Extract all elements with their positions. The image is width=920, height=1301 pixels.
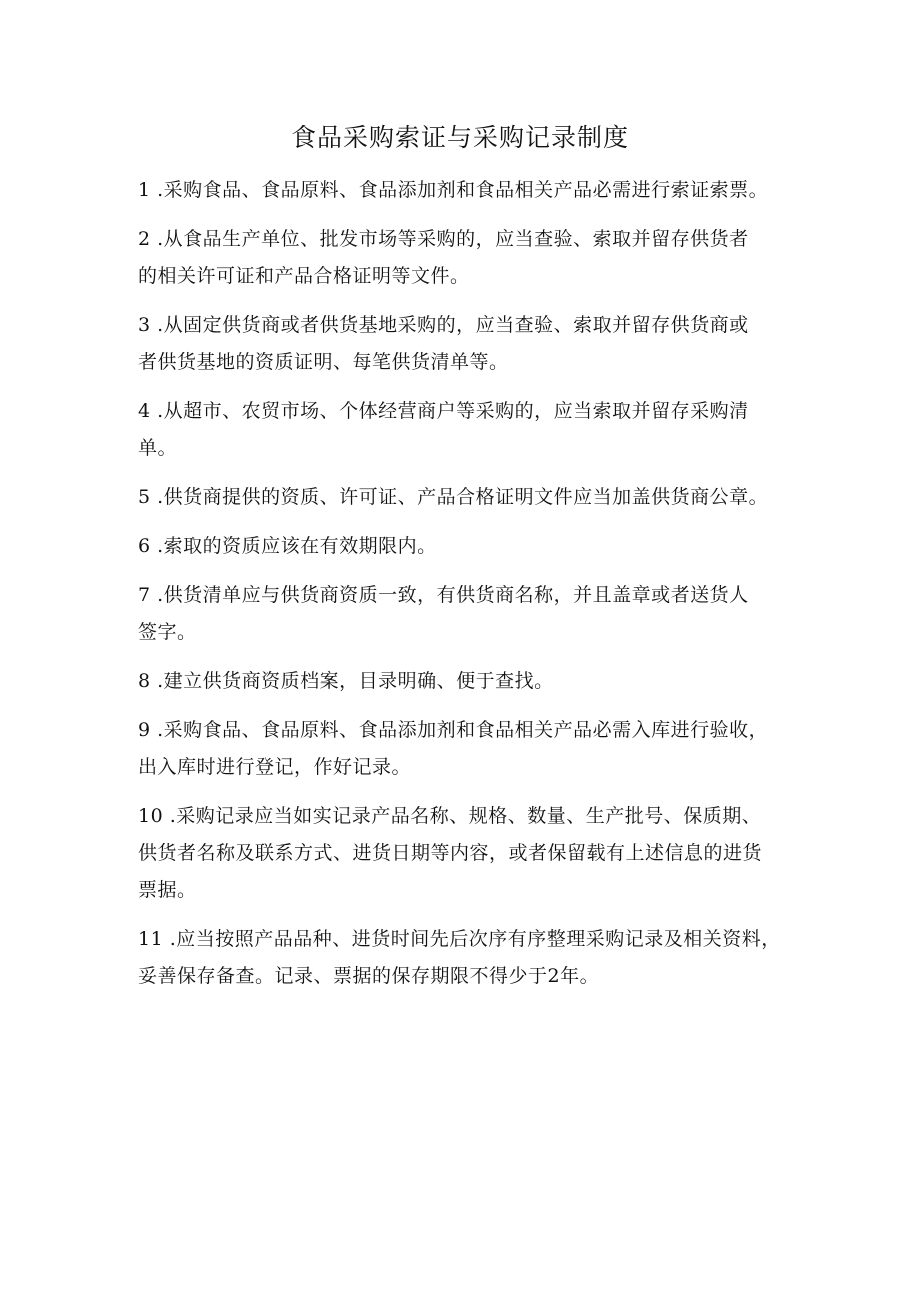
rule-line: 妥善保存备查。记录、票据的保存期限不得少于2年。	[138, 965, 600, 987]
rule-item-9	[138, 712, 798, 786]
rule-item-10	[138, 798, 798, 909]
rule-line: 出入库时进行登记，作好记录。	[138, 756, 412, 778]
rule-item-4	[138, 393, 798, 467]
rule-line: 3 .从固定供货商或者供货基地采购的，应当查验、索取并留存供货商或	[138, 314, 749, 336]
rule-line: 供货者名称及联系方式、进货日期等内容，或者保留载有上述信息的进货	[138, 842, 763, 864]
rule-item-11	[138, 921, 798, 995]
rule-line: 1 .采购食品、食品原料、食品添加剂和食品相关产品必需进行索证索票。	[138, 179, 769, 201]
rule-item-3	[138, 307, 798, 381]
rule-line: 2 .从食品生产单位、批发市场等采购的，应当查验、索取并留存供货者	[138, 228, 749, 250]
rule-line: 6 .索取的资质应该在有效期限内。	[138, 535, 437, 557]
rule-item-7	[138, 577, 798, 651]
rule-line: 4 .从超市、农贸市场、个体经营商户等采购的，应当索取并留存采购清	[138, 400, 749, 422]
rule-item-6	[138, 528, 798, 565]
rule-line: 者供货基地的资质证明、每笔供货清单等。	[138, 351, 509, 373]
rule-line: 7 .供货清单应与供货商资质一致，有供货商名称，并且盖章或者送货人	[138, 584, 749, 606]
rule-item-8	[138, 663, 798, 700]
rule-line: 票据。	[138, 879, 197, 901]
rule-line: 签字。	[138, 621, 197, 643]
rule-item-5	[138, 479, 798, 516]
rule-line: 9 .采购食品、食品原料、食品添加剂和食品相关产品必需入库进行验收，	[138, 719, 769, 741]
rule-line: 5 .供货商提供的资质、许可证、产品合格证明文件应当加盖供货商公章。	[138, 486, 769, 508]
document-title: 食品采购索证与采购记录制度	[290, 123, 629, 152]
rule-line: 8 .建立供货商资质档案，目录明确、便于查找。	[138, 670, 554, 692]
rule-line: 的相关许可证和产品合格证明等文件。	[138, 265, 470, 287]
rule-item-1	[138, 172, 798, 209]
rule-line: 11 .应当按照产品品种、进货时间先后次序有序整理采购记录及相关资料，	[138, 928, 781, 950]
rules-list	[138, 172, 798, 1007]
rule-item-2	[138, 221, 798, 295]
rule-line: 10 .采购记录应当如实记录产品名称、规格、数量、生产批号、保质期、	[138, 805, 762, 827]
rule-line: 单。	[138, 437, 178, 459]
